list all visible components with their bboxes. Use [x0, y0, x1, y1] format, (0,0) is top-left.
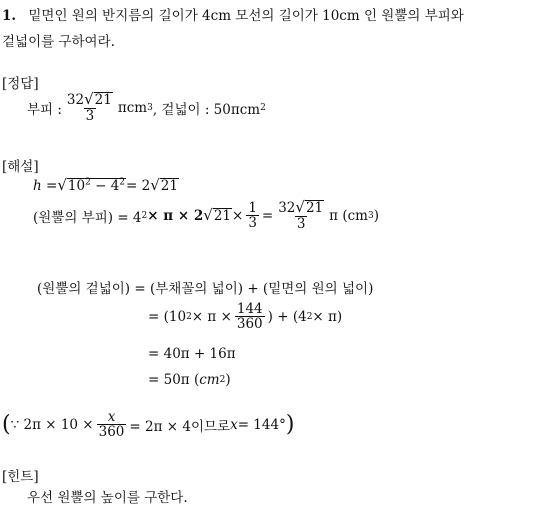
area-equation-line-1: (원뿔의 겉넓이) = (부채꼴의 넓이) + (밑면의 원의 넓이): [37, 281, 374, 297]
because-equation: ( ∵ 2π × 10 × $\frac{x}{360}$ = 2π × 4이므로 x = 144° ): [2, 409, 295, 441]
hint-text: 우선 원뿔의 높이를 구한다.: [27, 490, 188, 506]
area-equation-line-3: = 40π + 16π: [148, 346, 236, 362]
problem-line-2: 겉넓이를 구하여라.: [2, 34, 115, 50]
area-answer: , 겉넓이 : 50πcm: [152, 101, 261, 118]
explanation-heading: [해설]: [2, 159, 39, 175]
volume-fraction: 32 √ 21 3: [66, 90, 112, 124]
hint-heading: [힌트]: [2, 469, 39, 485]
answer-line: 부피 : 32 √ 21 3 πcm 3 , 겉넓이 : 50πcm 2: [27, 90, 266, 124]
area-equation-line-2: = (10 2 × π × $\frac{144}{360}$ ) + (4 2 × π): [148, 301, 343, 333]
problem-number: 1.: [2, 8, 17, 24]
answer-heading: [정답]: [2, 76, 39, 92]
height-equation: h = √ $10^2 - 4^2$ = 2 √ 21: [33, 176, 178, 195]
volume-label: 부피 :: [27, 101, 62, 118]
volume-equation: (원뿔의 부피) = 4 2 × π × 2 √ 21 × $\frac{1}{3}$ = 32 √ 21 3 π (cm 3 ): [33, 198, 379, 232]
problem-line-1: [2, 4, 464, 24]
area-equation-line-4: = 50π ( cm 2 ): [148, 372, 231, 388]
problem-text: 밑면인 원의 반지름의 길이가 4cm 모선의 길이가 10cm 인 원뿔의 부피와: [28, 8, 464, 24]
